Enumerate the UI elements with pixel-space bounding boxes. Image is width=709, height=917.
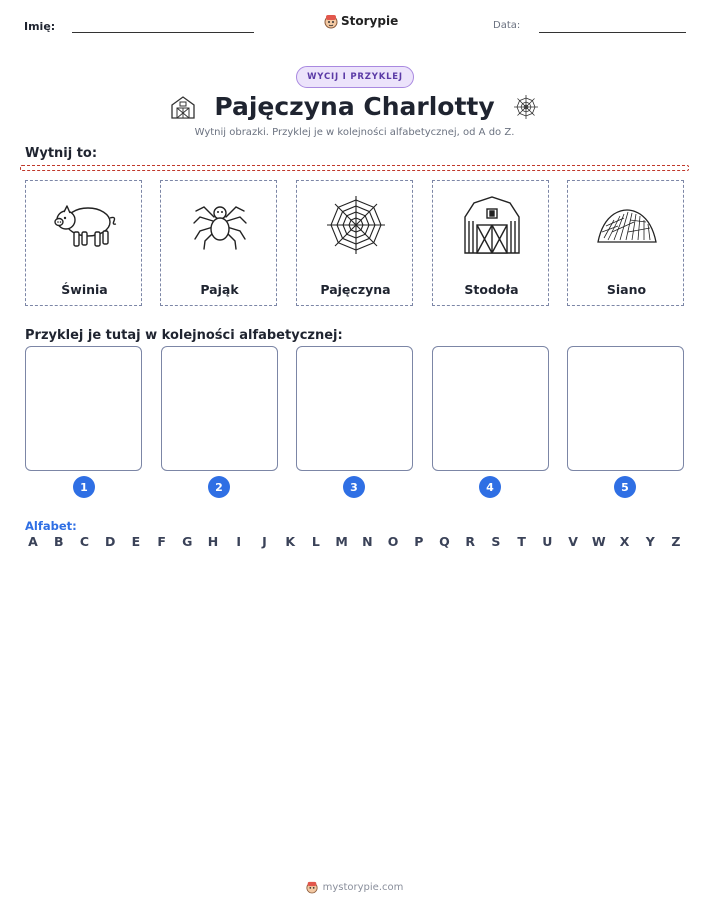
name-label: Imię: [24,20,56,33]
footer-url[interactable]: mystorypie.com [322,881,404,893]
letter: U [542,534,553,549]
letter: Y [645,534,655,549]
spider-web-icon [325,194,387,256]
letter: K [285,534,296,549]
card-label: Pajęczyna [320,282,391,297]
paste-slot-1[interactable] [25,346,142,471]
paste-slot-4[interactable] [432,346,549,471]
page-title: Pajęczyna Charlotty [214,92,495,121]
brand-logo [324,13,398,29]
card-label: Stodoła [464,282,519,297]
footer [0,880,709,894]
letter: X [619,534,630,549]
letter: F [157,534,166,549]
letter: D [104,534,116,549]
cut-card-siano[interactable] [567,180,684,306]
barn-icon [462,195,522,255]
letter: N [362,534,373,549]
letter: T [517,534,526,549]
storypie-mascot-icon [324,13,338,29]
name-line [72,32,254,33]
letter: A [28,534,38,549]
card-label: Pająk [200,282,239,297]
spider-web-icon [513,94,539,120]
letter: E [131,534,141,549]
cut-card-swinia[interactable] [25,180,142,306]
date-line [539,32,686,33]
slot-number-3: 3 [343,476,365,498]
slot-number-4: 4 [479,476,501,498]
letter: L [311,534,320,549]
letter: S [491,534,501,549]
activity-badge: WYCIJ I PRZYKLEJ [296,66,414,88]
slot-number-2: 2 [208,476,230,498]
letter: V [568,534,578,549]
brand-name: Storypie [341,14,399,28]
spider-icon [190,195,250,255]
cut-card-stodola[interactable] [432,180,549,306]
letter: B [53,534,64,549]
title-row [0,92,709,121]
card-label: Siano [606,282,647,297]
alphabet-label: Alfabet: [25,519,77,533]
slot-number-1: 1 [73,476,95,498]
slot-number-5: 5 [614,476,636,498]
letter: Q [439,534,450,549]
letter: P [414,534,424,549]
paste-slot-5[interactable] [567,346,684,471]
letter: H [207,534,219,549]
paste-slot-2[interactable] [161,346,278,471]
letter: R [465,534,476,549]
paste-slot-3[interactable] [296,346,413,471]
storypie-mascot-icon [306,880,318,894]
barn-icon [170,95,196,119]
alphabet-row [25,534,684,549]
letter: W [591,534,606,549]
cut-card-pajak[interactable] [160,180,277,306]
letter: I [236,534,242,549]
cut-line [20,165,689,171]
letter: Z [671,534,681,549]
instructions: Wytnij obrazki. Przyklej je w kolejności alfabetycznej, od A do Z. [194,127,515,138]
letter: J [262,534,267,549]
cut-card-pajeczyna[interactable] [296,180,413,306]
pig-icon [52,198,118,252]
letter: G [182,534,193,549]
letter: M [335,534,348,549]
card-label: Świnia [61,282,108,297]
hay-icon [594,202,660,248]
letter: O [387,534,399,549]
letter: C [79,534,90,549]
date-label: Data: [493,20,521,31]
paste-section-label: Przyklej je tutaj w kolejności alfabetycznej: [25,328,343,343]
cut-section-label: Wytnij to: [25,146,98,161]
